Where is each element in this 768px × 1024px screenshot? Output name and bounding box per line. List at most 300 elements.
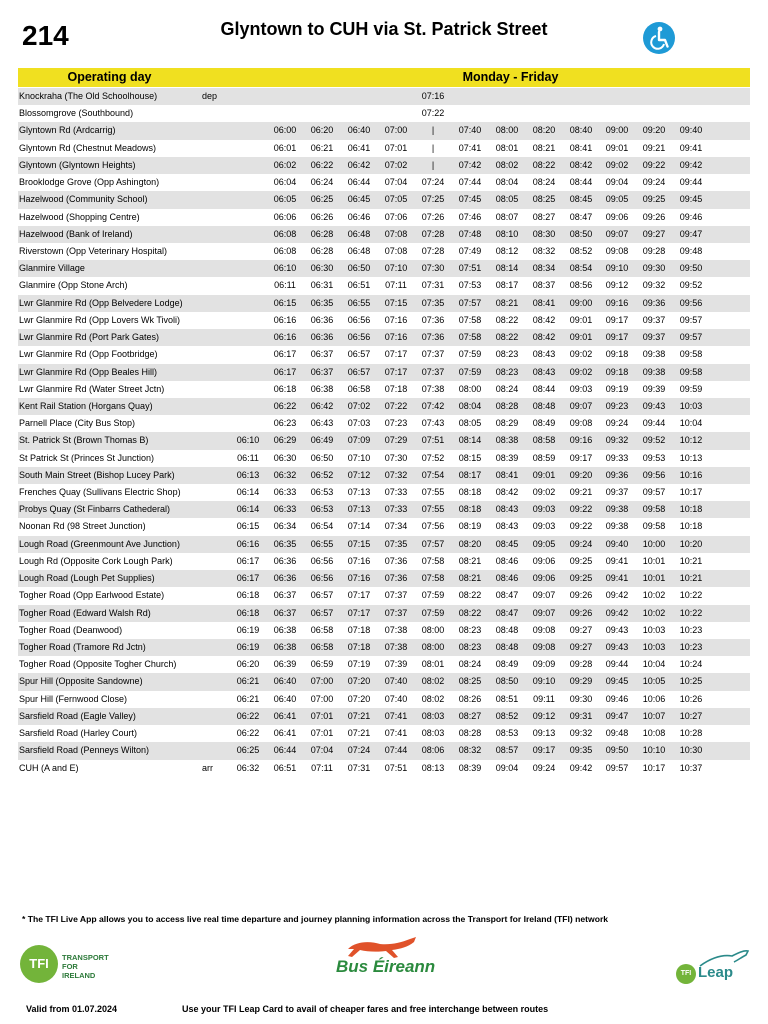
stop-name: Lwr Glanmire Rd (Opp Footbridge) xyxy=(19,349,158,360)
time-cell: 06:25 xyxy=(310,194,334,205)
table-row xyxy=(18,157,750,174)
time-cell: 09:24 xyxy=(605,418,629,429)
time-cell: 07:04 xyxy=(384,177,408,188)
time-cell: 07:42 xyxy=(421,400,445,411)
time-cell: 07:37 xyxy=(421,349,445,360)
time-cell: 06:49 xyxy=(310,435,334,446)
time-cell: 06:57 xyxy=(347,349,371,360)
time-cell: 06:39 xyxy=(273,659,297,670)
time-cell: 07:20 xyxy=(347,693,371,704)
time-cell: 08:34 xyxy=(532,263,556,274)
stop-name: Noonan Rd (98 Street Junction) xyxy=(19,521,146,532)
time-cell: 09:17 xyxy=(605,314,629,325)
stop-name: Lough Road (Lough Pet Supplies) xyxy=(19,573,155,584)
timetable xyxy=(18,88,750,777)
time-cell: 08:15 xyxy=(458,452,482,463)
time-cell: 08:17 xyxy=(495,280,519,291)
table-row xyxy=(18,536,750,553)
time-cell: 08:28 xyxy=(458,728,482,739)
time-cell: 08:20 xyxy=(458,538,482,549)
time-cell: 08:42 xyxy=(569,159,593,170)
time-cell: 09:38 xyxy=(642,349,666,360)
time-cell: 09:53 xyxy=(642,452,666,463)
time-cell: 06:19 xyxy=(236,624,260,635)
time-cell: 07:20 xyxy=(347,676,371,687)
time-cell: 09:12 xyxy=(532,710,556,721)
table-row xyxy=(18,346,750,363)
time-cell: 06:20 xyxy=(236,659,260,670)
time-cell: 10:24 xyxy=(679,659,703,670)
time-cell: 07:13 xyxy=(347,504,371,515)
time-cell: 07:02 xyxy=(347,400,371,411)
time-cell: 06:37 xyxy=(273,607,297,618)
time-cell: 09:32 xyxy=(605,435,629,446)
time-cell: 07:36 xyxy=(421,332,445,343)
time-cell: 07:54 xyxy=(421,469,445,480)
time-cell: 10:28 xyxy=(679,728,703,739)
time-cell: 09:44 xyxy=(642,418,666,429)
time-cell: 08:24 xyxy=(532,177,556,188)
table-row xyxy=(18,639,750,656)
time-cell: 07:08 xyxy=(384,228,408,239)
time-cell: 07:39 xyxy=(384,659,408,670)
time-cell: 10:04 xyxy=(679,418,703,429)
time-cell: 09:57 xyxy=(642,487,666,498)
time-cell: 07:59 xyxy=(421,607,445,618)
time-cell: 07:11 xyxy=(385,280,407,291)
time-cell: 08:58 xyxy=(532,435,556,446)
time-cell: 09:08 xyxy=(605,245,629,256)
time-cell: 09:37 xyxy=(605,487,629,498)
time-cell: 08:21 xyxy=(458,555,482,566)
time-cell: 08:37 xyxy=(532,280,556,291)
time-cell: 08:14 xyxy=(495,263,519,274)
time-cell: | xyxy=(431,159,435,170)
stop-name: Glyntown (Glyntown Heights) xyxy=(19,159,136,170)
time-cell: 07:42 xyxy=(458,159,482,170)
time-cell: 08:57 xyxy=(495,745,519,756)
time-cell: 08:25 xyxy=(532,194,556,205)
time-cell: 06:58 xyxy=(310,642,334,652)
time-cell: 07:01 xyxy=(384,142,408,153)
time-cell: 06:38 xyxy=(310,383,334,394)
time-cell: 09:26 xyxy=(569,607,593,618)
time-cell: 06:18 xyxy=(236,607,260,618)
time-cell: 06:51 xyxy=(273,762,297,773)
time-cell: 07:08 xyxy=(384,245,408,256)
time-cell: 06:48 xyxy=(347,245,371,256)
time-cell: 07:16 xyxy=(384,332,408,343)
time-cell: 10:23 xyxy=(679,624,703,635)
time-cell: 07:17 xyxy=(347,607,371,618)
time-cell: 10:17 xyxy=(679,487,703,498)
time-cell: 09:58 xyxy=(642,521,666,532)
time-cell: 07:00 xyxy=(310,676,334,687)
time-cell: 08:44 xyxy=(569,177,593,188)
time-cell: 09:21 xyxy=(642,142,666,153)
time-cell: 10:13 xyxy=(679,452,703,463)
table-row xyxy=(18,708,750,725)
time-cell: 06:22 xyxy=(273,400,297,411)
route-number: 214 xyxy=(22,20,69,51)
time-cell: 08:38 xyxy=(495,435,519,446)
time-cell: 06:53 xyxy=(310,504,334,515)
dep-arr-tag: dep xyxy=(202,91,218,101)
time-cell: 09:22 xyxy=(569,521,593,532)
time-cell: 08:48 xyxy=(532,400,556,411)
time-cell: 06:37 xyxy=(273,590,297,601)
time-cell: 10:05 xyxy=(642,676,666,687)
time-cell: 06:10 xyxy=(273,263,297,274)
time-cell: 06:46 xyxy=(347,211,371,222)
time-cell: 07:22 xyxy=(384,400,408,411)
time-cell: 09:36 xyxy=(642,297,666,308)
time-cell: 07:15 xyxy=(384,297,408,308)
table-row xyxy=(18,260,750,277)
time-cell: 07:06 xyxy=(384,211,408,222)
time-cell: 06:42 xyxy=(310,400,334,411)
time-cell: 07:30 xyxy=(384,452,408,463)
time-cell: 10:01 xyxy=(642,555,666,566)
time-cell: 06:30 xyxy=(310,263,334,274)
time-cell: 09:42 xyxy=(569,762,593,773)
time-cell: 09:17 xyxy=(605,332,629,343)
time-cell: 06:22 xyxy=(236,710,260,721)
time-cell: 08:50 xyxy=(569,228,593,239)
time-cell: 09:57 xyxy=(679,332,703,343)
time-cell: 09:17 xyxy=(569,452,593,463)
time-cell: 09:12 xyxy=(605,280,629,291)
time-cell: 09:39 xyxy=(642,383,666,394)
time-cell: 07:29 xyxy=(384,435,408,446)
time-cell: 10:03 xyxy=(642,624,666,635)
time-cell: 08:10 xyxy=(495,228,519,239)
time-cell: 06:31 xyxy=(310,280,334,291)
time-cell: 10:21 xyxy=(679,555,703,566)
stop-name: Kent Rail Station (Horgans Quay) xyxy=(19,400,153,411)
time-cell: 06:54 xyxy=(310,521,334,532)
dep-arr-tag: arr xyxy=(202,762,213,773)
time-cell: 09:28 xyxy=(569,659,593,670)
time-cell: 06:17 xyxy=(236,573,260,584)
time-cell: 08:47 xyxy=(569,211,593,222)
time-cell: 09:08 xyxy=(569,418,593,429)
time-cell: 09:18 xyxy=(605,366,629,377)
stop-name: Glyntown Rd (Chestnut Meadows) xyxy=(19,142,157,153)
time-cell: 07:17 xyxy=(384,366,408,377)
table-row xyxy=(18,88,750,105)
time-cell: 08:53 xyxy=(495,728,519,739)
time-cell: 10:17 xyxy=(642,762,666,773)
time-cell: 06:35 xyxy=(273,538,297,549)
stop-name: Riverstown (Opp Veterinary Hospital) xyxy=(19,245,168,256)
time-cell: 09:45 xyxy=(605,676,629,687)
time-cell: 09:58 xyxy=(642,504,666,515)
time-cell: 08:29 xyxy=(495,418,519,429)
time-cell: 06:15 xyxy=(236,521,260,532)
time-cell: 06:28 xyxy=(310,228,334,239)
time-cell: 08:26 xyxy=(458,693,482,704)
time-cell: 08:01 xyxy=(495,142,519,153)
time-cell: 08:49 xyxy=(495,659,519,670)
time-cell: 09:42 xyxy=(605,590,629,601)
time-cell: 06:50 xyxy=(310,452,334,463)
table-row xyxy=(18,622,750,639)
time-cell: 10:23 xyxy=(679,642,703,652)
time-cell: 08:00 xyxy=(421,624,445,635)
time-cell: 09:22 xyxy=(642,159,666,170)
wheelchair-icon xyxy=(643,22,675,54)
time-cell: 09:03 xyxy=(569,383,593,394)
time-cell: 09:38 xyxy=(605,504,629,515)
table-row xyxy=(18,484,750,501)
time-cell: 08:43 xyxy=(532,366,556,377)
stop-name: Sarsfield Road (Penneys Wilton) xyxy=(19,745,150,756)
stop-name: Spur Hill (Fernwood Close) xyxy=(19,693,128,704)
time-cell: 09:17 xyxy=(532,745,556,756)
time-cell: 09:41 xyxy=(605,573,629,584)
time-cell: 06:41 xyxy=(273,710,297,721)
time-cell: 06:11 xyxy=(237,452,259,463)
time-cell: 08:00 xyxy=(458,383,482,394)
time-cell: 06:37 xyxy=(310,349,334,360)
time-cell: 07:17 xyxy=(384,349,408,360)
time-cell: 08:51 xyxy=(495,693,519,704)
stop-name: Sarsfield Road (Eagle Valley) xyxy=(19,710,136,721)
time-cell: 06:22 xyxy=(236,728,260,739)
time-cell: 08:39 xyxy=(495,452,519,463)
stop-name: Spur Hill (Opposite Sandowne) xyxy=(19,676,143,687)
time-cell: 06:01 xyxy=(273,142,297,153)
time-cell: 06:48 xyxy=(347,228,371,239)
table-row xyxy=(18,725,750,742)
table-row xyxy=(18,122,750,139)
time-cell: 07:19 xyxy=(347,659,371,670)
time-cell: 06:25 xyxy=(236,745,260,756)
stop-name: Glyntown Rd (Ardcarrig) xyxy=(19,125,116,136)
time-cell: 09:31 xyxy=(569,710,593,721)
time-cell: 08:17 xyxy=(458,469,482,480)
time-cell: 09:58 xyxy=(679,349,703,360)
time-cell: 08:27 xyxy=(532,211,556,222)
time-cell: 07:16 xyxy=(384,314,408,325)
time-cell: 07:45 xyxy=(458,194,482,205)
time-cell: 08:23 xyxy=(458,642,482,652)
time-cell: 09:50 xyxy=(605,745,629,756)
time-cell: 08:21 xyxy=(495,297,519,308)
time-cell: 09:38 xyxy=(605,521,629,532)
time-cell: 07:52 xyxy=(421,452,445,463)
time-cell: 09:43 xyxy=(642,400,666,411)
time-cell: 08:22 xyxy=(458,590,482,601)
time-cell: 06:34 xyxy=(273,521,297,532)
time-cell: | xyxy=(431,125,435,136)
time-cell: 09:09 xyxy=(532,659,556,670)
page-title: Glyntown to CUH via St. Patrick Street xyxy=(220,19,548,39)
time-cell: 09:25 xyxy=(569,555,593,566)
time-cell: 09:26 xyxy=(642,211,666,222)
stop-name: St Patrick St (Princes St Junction) xyxy=(19,452,155,463)
time-cell: 09:37 xyxy=(642,332,666,343)
time-cell: 08:03 xyxy=(421,710,445,721)
time-cell: 07:21 xyxy=(347,728,371,739)
time-cell: 06:36 xyxy=(273,555,297,566)
time-cell: 06:57 xyxy=(347,366,371,377)
time-cell: 08:45 xyxy=(495,538,519,549)
time-cell: 06:13 xyxy=(236,469,260,480)
time-cell: 08:02 xyxy=(495,159,519,170)
time-cell: 07:24 xyxy=(421,177,445,188)
time-cell: 06:29 xyxy=(273,435,297,446)
tfi-wordmark: TRANSPORT FOR IRELAND xyxy=(62,953,109,980)
time-cell: 06:02 xyxy=(273,159,297,170)
time-cell: 08:52 xyxy=(569,245,593,256)
stop-name: Probys Quay (St Finbarrs Cathederal) xyxy=(19,504,171,515)
stop-name: Glanmire (Opp Stone Arch) xyxy=(19,280,128,291)
time-cell: 06:44 xyxy=(347,177,371,188)
time-cell: 09:00 xyxy=(605,125,629,136)
time-cell: 08:47 xyxy=(495,607,519,618)
time-cell: 07:11 xyxy=(311,762,333,773)
stop-name: Togher Road (Opp Earlwood Estate) xyxy=(19,590,165,601)
time-cell: 08:48 xyxy=(495,624,519,635)
table-row xyxy=(18,415,750,432)
time-cell: 06:59 xyxy=(310,659,334,670)
time-cell: 06:36 xyxy=(310,314,334,325)
time-cell: 07:58 xyxy=(421,573,445,584)
time-cell: 07:01 xyxy=(310,728,334,739)
time-cell: 08:32 xyxy=(532,245,556,256)
stop-name: Lough Road (Greenmount Ave Junction) xyxy=(19,538,180,549)
time-cell: 07:14 xyxy=(347,521,371,532)
time-cell: 08:50 xyxy=(495,676,519,687)
time-cell: 07:49 xyxy=(458,245,482,256)
time-cell: 07:03 xyxy=(347,418,371,429)
table-row xyxy=(18,381,750,398)
time-cell: 06:56 xyxy=(310,573,334,584)
time-cell: 08:25 xyxy=(458,676,482,687)
time-cell: 08:59 xyxy=(532,452,556,463)
time-cell: 09:56 xyxy=(642,469,666,480)
time-cell: 08:52 xyxy=(495,710,519,721)
time-cell: 09:01 xyxy=(569,314,593,325)
time-cell: 08:01 xyxy=(421,659,445,670)
time-cell: 07:57 xyxy=(458,297,482,308)
time-cell: 10:18 xyxy=(679,521,703,532)
valid-from: Valid from 01.07.2024 xyxy=(26,1004,118,1014)
time-cell: 10:27 xyxy=(679,710,703,721)
table-row xyxy=(18,295,750,312)
time-cell: 09:44 xyxy=(605,659,629,670)
time-cell: 09:10 xyxy=(605,263,629,274)
time-cell: 09:07 xyxy=(532,607,556,618)
time-cell: 09:25 xyxy=(569,573,593,584)
table-row xyxy=(18,364,750,381)
time-cell: 09:03 xyxy=(532,521,556,532)
time-cell: 10:06 xyxy=(642,693,666,704)
time-cell: 09:46 xyxy=(679,211,703,222)
time-cell: 09:25 xyxy=(642,194,666,205)
operating-day-label: Operating day xyxy=(67,70,152,84)
tfi-mark: TFI xyxy=(20,945,58,983)
time-cell: 09:02 xyxy=(569,366,593,377)
time-cell: 07:00 xyxy=(384,125,408,136)
time-cell: 07:24 xyxy=(347,745,371,756)
time-cell: 07:37 xyxy=(384,590,408,601)
time-cell: 09:27 xyxy=(569,642,593,652)
time-cell: 08:40 xyxy=(569,125,593,136)
time-cell: 08:39 xyxy=(458,762,482,773)
time-cell: 10:37 xyxy=(679,762,703,773)
time-cell: 06:21 xyxy=(236,676,260,687)
time-cell: 06:16 xyxy=(236,538,260,549)
time-cell: 09:56 xyxy=(679,297,703,308)
time-cell: 08:41 xyxy=(532,297,556,308)
time-cell: 09:38 xyxy=(642,366,666,377)
time-cell: 09:41 xyxy=(679,142,703,153)
time-cell: 09:58 xyxy=(679,366,703,377)
stop-name: Lwr Glanmire Rd (Opp Belvedere Lodge) xyxy=(19,297,183,308)
time-cell: 07:46 xyxy=(458,211,482,222)
table-row xyxy=(18,312,750,329)
time-cell: 09:35 xyxy=(569,745,593,756)
stop-name: Hazelwood (Bank of Ireland) xyxy=(19,228,133,239)
time-cell: 07:40 xyxy=(458,125,482,136)
time-cell: | xyxy=(431,142,435,153)
time-cell: 07:18 xyxy=(347,624,371,635)
table-row xyxy=(18,226,750,243)
time-cell: 09:02 xyxy=(569,349,593,360)
time-cell: 08:56 xyxy=(569,280,593,291)
time-cell: 06:15 xyxy=(273,297,297,308)
time-cell: 09:32 xyxy=(569,728,593,739)
stop-name: Frenches Quay (Sullivans Electric Shop) xyxy=(19,487,181,498)
time-cell: 09:20 xyxy=(642,125,666,136)
time-cell: 07:09 xyxy=(347,435,371,446)
time-cell: 07:35 xyxy=(384,538,408,549)
time-cell: 06:53 xyxy=(310,487,334,498)
table-row xyxy=(18,191,750,208)
time-cell: 08:24 xyxy=(458,659,482,670)
time-cell: 07:51 xyxy=(458,263,482,274)
time-cell: 09:44 xyxy=(679,177,703,188)
time-cell: 06:56 xyxy=(347,332,371,343)
time-cell: 09:11 xyxy=(533,693,555,704)
time-cell: 07:00 xyxy=(310,693,334,704)
stop-name: Togher Road (Edward Walsh Rd) xyxy=(19,607,151,618)
time-cell: 10:00 xyxy=(642,538,666,549)
time-cell: 06:40 xyxy=(347,125,371,136)
time-cell: 08:21 xyxy=(532,142,556,153)
time-cell: 06:38 xyxy=(273,624,297,635)
time-cell: 09:04 xyxy=(495,762,519,773)
stop-name: Togher Road (Deanwood) xyxy=(19,624,123,635)
time-cell: 06:36 xyxy=(310,332,334,343)
time-cell: 07:16 xyxy=(347,555,371,566)
time-cell: 06:16 xyxy=(273,314,297,325)
time-cell: 07:13 xyxy=(347,487,371,498)
time-cell: 08:02 xyxy=(421,676,445,687)
time-cell: 09:13 xyxy=(532,728,556,739)
time-cell: 09:30 xyxy=(569,693,593,704)
time-cell: 07:59 xyxy=(458,366,482,377)
stop-name: Hazelwood (Community School) xyxy=(19,194,148,205)
stop-name: Lwr Glanmire Rd (Water Street Jctn) xyxy=(19,383,165,394)
time-cell: 06:30 xyxy=(273,452,297,463)
time-cell: 07:26 xyxy=(421,211,445,222)
stop-name: Lwr Glanmire Rd (Opp Beales Hill) xyxy=(19,366,158,377)
time-cell: 07:36 xyxy=(384,555,408,566)
